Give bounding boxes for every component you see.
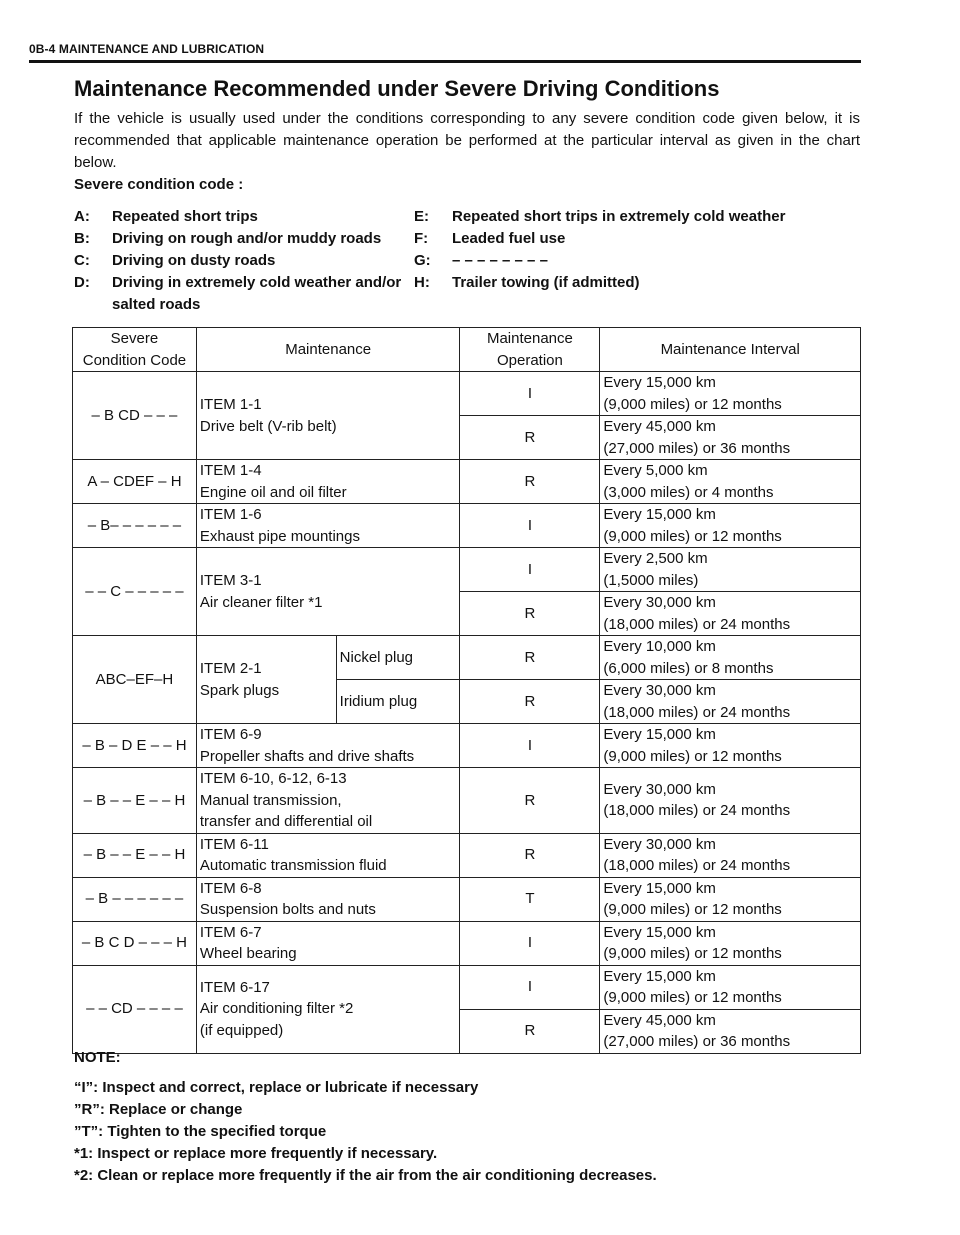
condition-code-row [74, 206, 864, 228]
note-item: ”R”: Replace or change [74, 1101, 243, 1118]
operation-cell: I [460, 921, 600, 965]
table-row [73, 548, 861, 592]
note-item: *2: Clean or replace more frequently if the air from the air conditioning decreases. [74, 1167, 657, 1184]
page-title: Maintenance Recommended under Severe Driving Conditions [74, 76, 720, 101]
interval-cell: Every 5,000 km (3,000 miles) or 4 months [600, 460, 861, 504]
table-row [73, 460, 861, 504]
operation-cell: R [460, 592, 600, 636]
table-row [73, 768, 861, 834]
code-letter: D: [74, 274, 90, 291]
condition-code-d [74, 272, 414, 316]
interval-cell: Every 10,000 km (6,000 miles) or 8 months [600, 636, 861, 680]
header-condition-code: Severe Condition Code [73, 328, 197, 372]
operation-cell: I [460, 504, 600, 548]
table-row [73, 724, 861, 768]
code-description: – – – – – – – – [452, 252, 548, 269]
notes-section [74, 1047, 657, 1187]
code-description: Driving in extremely cold weather and/or salted roads [112, 274, 402, 313]
sub-item-cell: Iridium plug [336, 680, 460, 724]
condition-code-a [74, 206, 414, 228]
operation-cell: R [460, 1009, 600, 1053]
table-row [73, 372, 861, 416]
interval-cell: Every 15,000 km (9,000 miles) or 12 months [600, 921, 861, 965]
operation-cell: I [460, 965, 600, 1009]
operation-cell: R [460, 460, 600, 504]
interval-cell: Every 30,000 km (18,000 miles) or 24 months [600, 680, 861, 724]
maintenance-item-cell: ITEM 1-4 Engine oil and oil filter [196, 460, 460, 504]
code-description: Repeated short trips in extremely cold weather [452, 208, 786, 225]
condition-code-cell: – B– – – – – – [73, 504, 197, 548]
code-letter: C: [74, 252, 90, 269]
condition-code-row [74, 228, 864, 250]
condition-code-e [414, 206, 864, 228]
maintenance-item-cell: ITEM 1-1 Drive belt (V-rib belt) [196, 372, 460, 460]
interval-cell: Every 2,500 km (1,5000 miles) [600, 548, 861, 592]
operation-cell: R [460, 636, 600, 680]
condition-code-cell: – B CD – – – [73, 372, 197, 460]
condition-code-cell: – – CD – – – – [73, 965, 197, 1053]
condition-code-h [414, 272, 864, 316]
condition-code-row [74, 272, 864, 316]
header-operation: Maintenance Operation [460, 328, 600, 372]
condition-code-list [74, 206, 864, 316]
page-header: 0B-4 MAINTENANCE AND LUBRICATION [29, 42, 861, 63]
interval-cell: Every 15,000 km (9,000 miles) or 12 months [600, 372, 861, 416]
condition-code-row [74, 250, 864, 272]
table-row [73, 965, 861, 1009]
header-maintenance: Maintenance [196, 328, 460, 372]
condition-code-c [74, 250, 414, 272]
table-header-row [73, 328, 861, 372]
intro-paragraph: If the vehicle is usually used under the conditions corresponding to any severe condition code given below, it is recommended that applicable maintenance operation be performed at the particular interval as given in the chart below. [74, 110, 860, 171]
interval-cell: Every 15,000 km (9,000 miles) or 12 months [600, 504, 861, 548]
interval-cell: Every 45,000 km (27,000 miles) or 36 months [600, 416, 861, 460]
condition-code-cell: – B – – E – – H [73, 833, 197, 877]
table-row [73, 921, 861, 965]
operation-cell: T [460, 877, 600, 921]
interval-cell: Every 15,000 km (9,000 miles) or 12 months [600, 724, 861, 768]
maintenance-item-cell: ITEM 6-7 Wheel bearing [196, 921, 460, 965]
maintenance-schedule-table [72, 327, 861, 1054]
condition-code-cell: – B – – – – – – [73, 877, 197, 921]
maintenance-item-cell: ITEM 6-10, 6-12, 6-13 Manual transmission, transfer and differential oil [196, 768, 460, 834]
code-description: Driving on dusty roads [112, 252, 276, 269]
condition-code-cell: – B – D E – – H [73, 724, 197, 768]
code-description: Repeated short trips [112, 208, 258, 225]
interval-cell: Every 15,000 km (9,000 miles) or 12 months [600, 877, 861, 921]
condition-code-g [414, 250, 864, 272]
table-row [73, 636, 861, 680]
condition-code-cell: – – C – – – – – [73, 548, 197, 636]
code-letter: A: [74, 208, 90, 225]
interval-cell: Every 30,000 km (18,000 miles) or 24 months [600, 768, 861, 834]
interval-cell: Every 30,000 km (18,000 miles) or 24 months [600, 592, 861, 636]
condition-code-cell: ABC–EF–H [73, 636, 197, 724]
maintenance-item-cell: ITEM 6-8 Suspension bolts and nuts [196, 877, 460, 921]
code-letter: H: [414, 274, 430, 291]
condition-code-heading: Severe condition code : [74, 176, 244, 193]
operation-cell: R [460, 416, 600, 460]
note-item: ”T”: Tighten to the specified torque [74, 1123, 327, 1140]
operation-cell: I [460, 372, 600, 416]
condition-code-cell: – B C D – – – H [73, 921, 197, 965]
maintenance-item-cell: ITEM 2-1 Spark plugs [196, 636, 336, 724]
code-letter: B: [74, 230, 90, 247]
code-description: Leaded fuel use [452, 230, 566, 247]
maintenance-item-cell: ITEM 1-6 Exhaust pipe mountings [196, 504, 460, 548]
code-description: Trailer towing (if admitted) [452, 274, 640, 291]
interval-cell: Every 30,000 km (18,000 miles) or 24 months [600, 833, 861, 877]
code-description: Driving on rough and/or muddy roads [112, 230, 382, 247]
code-letter: E: [414, 208, 429, 225]
interval-cell: Every 15,000 km (9,000 miles) or 12 months [600, 965, 861, 1009]
condition-code-f [414, 228, 864, 250]
table-row [73, 504, 861, 548]
table-row [73, 833, 861, 877]
maintenance-item-cell: ITEM 3-1 Air cleaner filter *1 [196, 548, 460, 636]
code-letter: G: [414, 252, 431, 269]
note-item: “I”: Inspect and correct, replace or lubricate if necessary [74, 1079, 479, 1096]
interval-cell: Every 45,000 km (27,000 miles) or 36 months [600, 1009, 861, 1053]
operation-cell: R [460, 833, 600, 877]
condition-code-b [74, 228, 414, 250]
header-interval: Maintenance Interval [600, 328, 861, 372]
code-letter: F: [414, 230, 429, 247]
note-item: *1: Inspect or replace more frequently if necessary. [74, 1145, 438, 1162]
table-row [73, 877, 861, 921]
condition-code-cell: – B – – E – – H [73, 768, 197, 834]
sub-item-cell: Nickel plug [336, 636, 460, 680]
condition-code-cell: A – CDEF – H [73, 460, 197, 504]
operation-cell: I [460, 548, 600, 592]
notes-heading: NOTE: [74, 1049, 121, 1066]
operation-cell: R [460, 680, 600, 724]
maintenance-item-cell: ITEM 6-9 Propeller shafts and drive shafts [196, 724, 460, 768]
maintenance-item-cell: ITEM 6-11 Automatic transmission fluid [196, 833, 460, 877]
operation-cell: R [460, 768, 600, 834]
maintenance-item-cell: ITEM 6-17 Air conditioning filter *2 (if equipped) [196, 965, 460, 1053]
operation-cell: I [460, 724, 600, 768]
